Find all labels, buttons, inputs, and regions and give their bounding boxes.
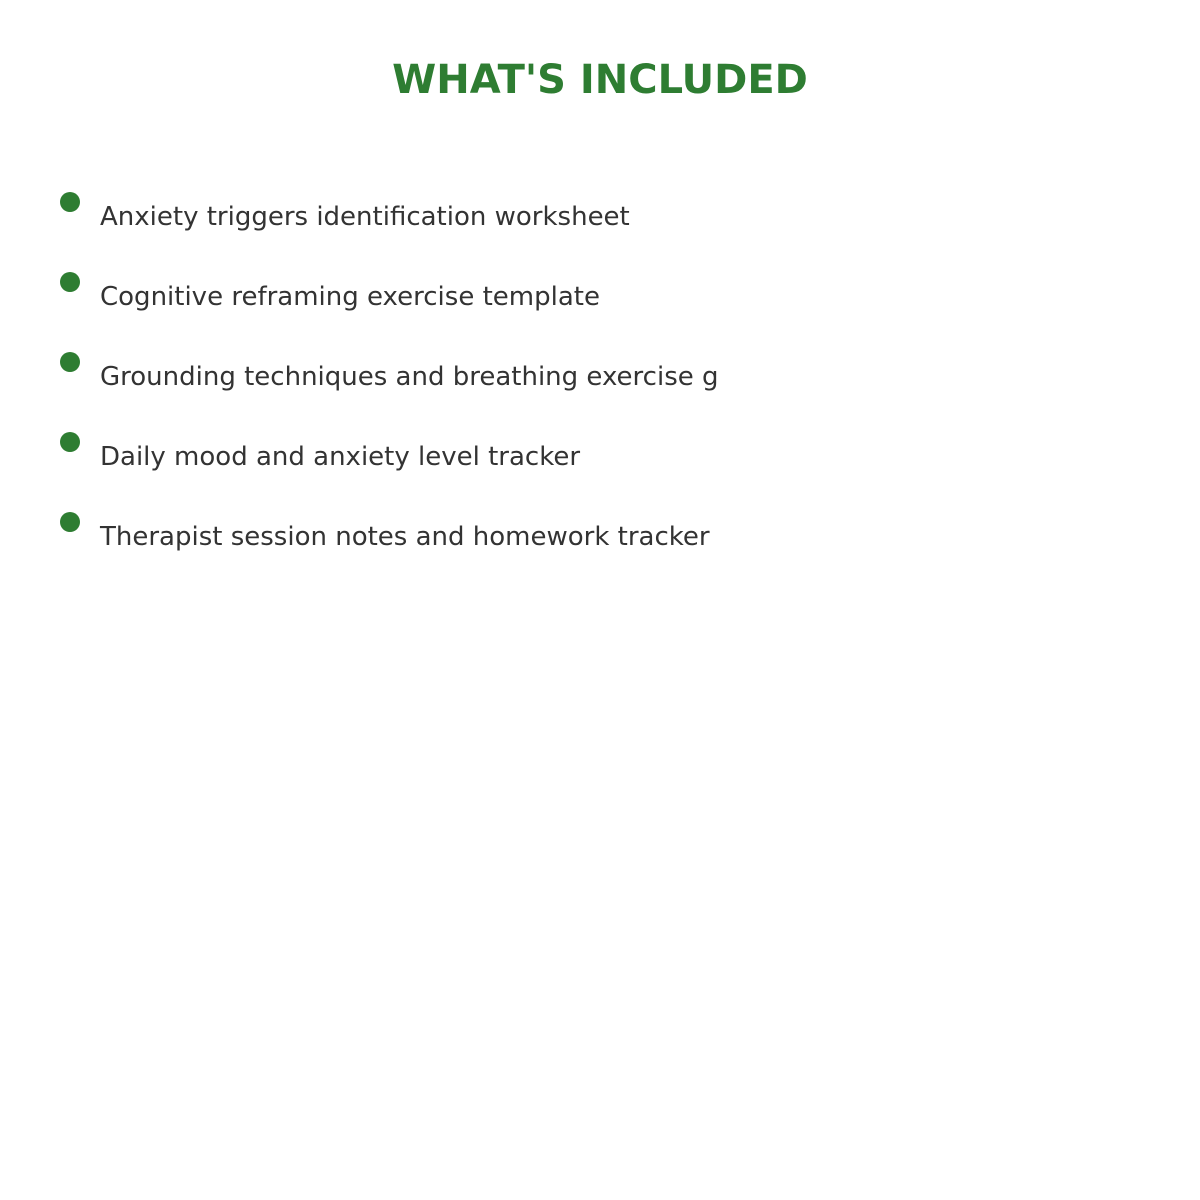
feature-item (0, 500, 1200, 580)
bullet-dot-icon (60, 512, 80, 532)
feature-label: Grounding techniques and breathing exercise g (100, 362, 719, 392)
bullet-dot-icon (60, 192, 80, 212)
feature-item (0, 180, 1200, 260)
feature-label: Anxiety triggers identification worksheet (100, 202, 630, 232)
feature-item (0, 420, 1200, 500)
feature-label: Daily mood and anxiety level tracker (100, 442, 581, 472)
bullet-dot-icon (60, 272, 80, 292)
feature-item (0, 260, 1200, 340)
page-title: WHAT'S INCLUDED (392, 57, 808, 103)
feature-item (0, 340, 1200, 420)
feature-label: Therapist session notes and homework tracker (100, 522, 710, 552)
feature-label: Cognitive reframing exercise template (100, 282, 600, 312)
bullet-dot-icon (60, 432, 80, 452)
bullet-dot-icon (60, 352, 80, 372)
feature-list (0, 180, 1200, 580)
